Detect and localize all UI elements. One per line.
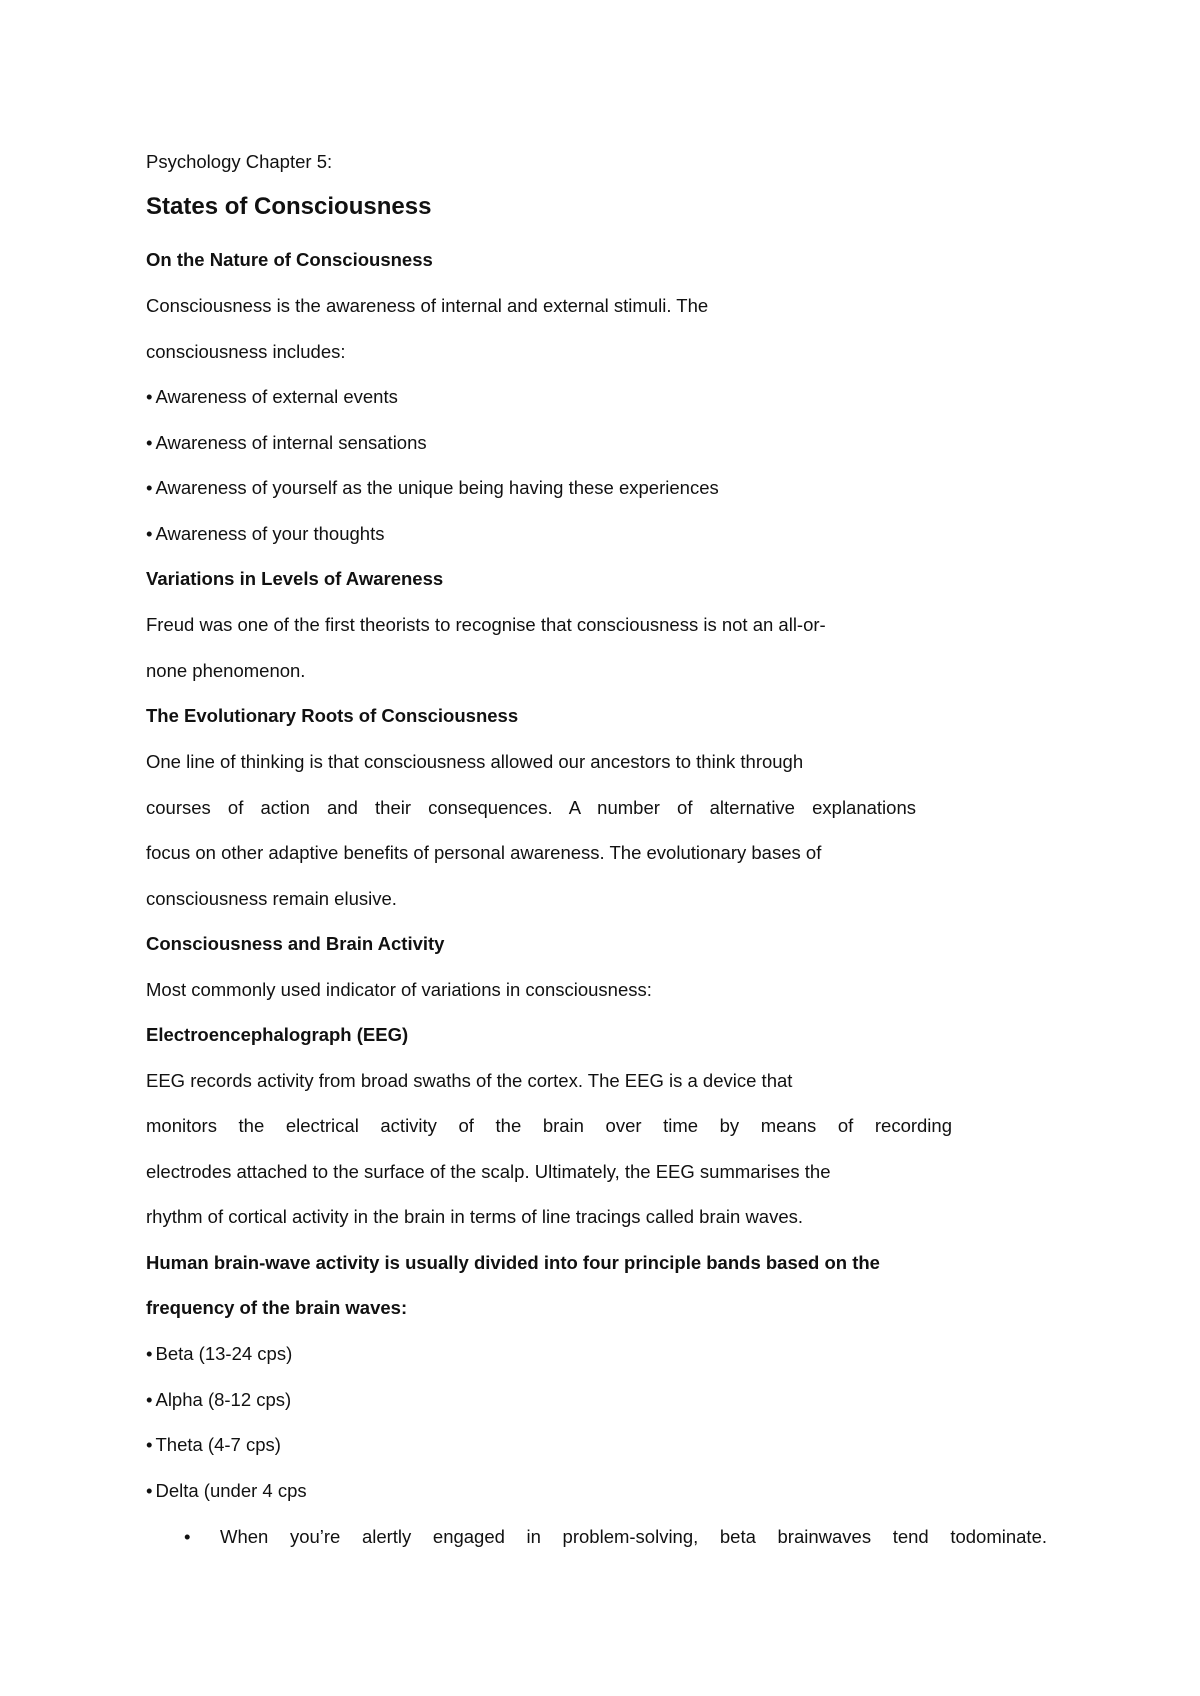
paragraph-line: Consciousness is the awareness of internal and external stimuli. The [146, 295, 709, 316]
bullet-icon: • [146, 477, 153, 498]
list-item [146, 1479, 307, 1503]
paragraph-line: EEG records activity from broad swaths of the cortex. The EEG is a device that [146, 1070, 793, 1091]
sub-bullet-icon: • [184, 1526, 191, 1547]
paragraph-line: One line of thinking is that consciousness allowed our ancestors to think through [146, 751, 804, 772]
list-item [146, 431, 427, 455]
list-item [146, 385, 398, 409]
bullet-icon: • [146, 432, 153, 453]
list-item [146, 476, 719, 500]
paragraph-line: monitors the electrical activity of the brain over time by means of recording [146, 1115, 952, 1136]
sub-list-item-text: When you’re alertly engaged in problem-solving, beta brainwaves tend todominate. [220, 1526, 1047, 1547]
paragraph-line: courses of action and their consequences. A number of alternative explanations [146, 797, 916, 818]
list-item [146, 1342, 292, 1366]
list-item-text: Theta (4-7 cps) [155, 1434, 281, 1455]
section-heading-nature: On the Nature of Consciousness [146, 249, 433, 270]
bullet-icon: • [146, 386, 153, 407]
section-heading-brain-waves: Human brain-wave activity is usually divided into four principle bands based on the [146, 1252, 880, 1273]
section-heading-brain-waves-cont: frequency of the brain waves: [146, 1297, 408, 1318]
section-heading-eeg: Electroencephalograph (EEG) [146, 1024, 409, 1045]
paragraph-line: focus on other adaptive benefits of personal awareness. The evolutionary bases of [146, 842, 822, 863]
chapter-label: Psychology Chapter 5: [146, 151, 333, 172]
bullet-icon: • [146, 1434, 153, 1455]
section-heading-brain-activity: Consciousness and Brain Activity [146, 933, 445, 954]
bullet-icon: • [146, 1480, 153, 1501]
bullet-icon: • [146, 1343, 153, 1364]
list-item-text: Delta (under 4 cps [155, 1480, 307, 1501]
list-item-text: Awareness of external events [155, 386, 398, 407]
page-title: States of Consciousness [146, 193, 432, 220]
list-item-text: Awareness of yourself as the unique being having these experiences [155, 477, 719, 498]
bullet-icon: • [146, 523, 153, 544]
list-item-text: Awareness of internal sensations [155, 432, 427, 453]
paragraph-line: none phenomenon. [146, 660, 306, 681]
paragraph-line: Freud was one of the first theorists to recognise that consciousness is not an all-or- [146, 614, 826, 635]
paragraph-line: rhythm of cortical activity in the brain in terms of line tracings called brain waves. [146, 1206, 804, 1227]
paragraph-line: consciousness includes: [146, 341, 346, 362]
paragraph-line: Most commonly used indicator of variations in consciousness: [146, 979, 652, 1000]
section-heading-evolutionary: The Evolutionary Roots of Consciousness [146, 705, 519, 726]
list-item-text: Awareness of your thoughts [155, 523, 385, 544]
list-item [146, 1388, 291, 1412]
list-item [146, 1433, 281, 1457]
bullet-icon: • [146, 1389, 153, 1410]
list-item-text: Beta (13-24 cps) [155, 1343, 293, 1364]
list-item-text: Alpha (8-12 cps) [155, 1389, 292, 1410]
paragraph-line: electrodes attached to the surface of the scalp. Ultimately, the EEG summarises the [146, 1161, 831, 1182]
section-heading-variations: Variations in Levels of Awareness [146, 568, 444, 589]
list-item [146, 522, 384, 546]
paragraph-line: consciousness remain elusive. [146, 888, 397, 909]
